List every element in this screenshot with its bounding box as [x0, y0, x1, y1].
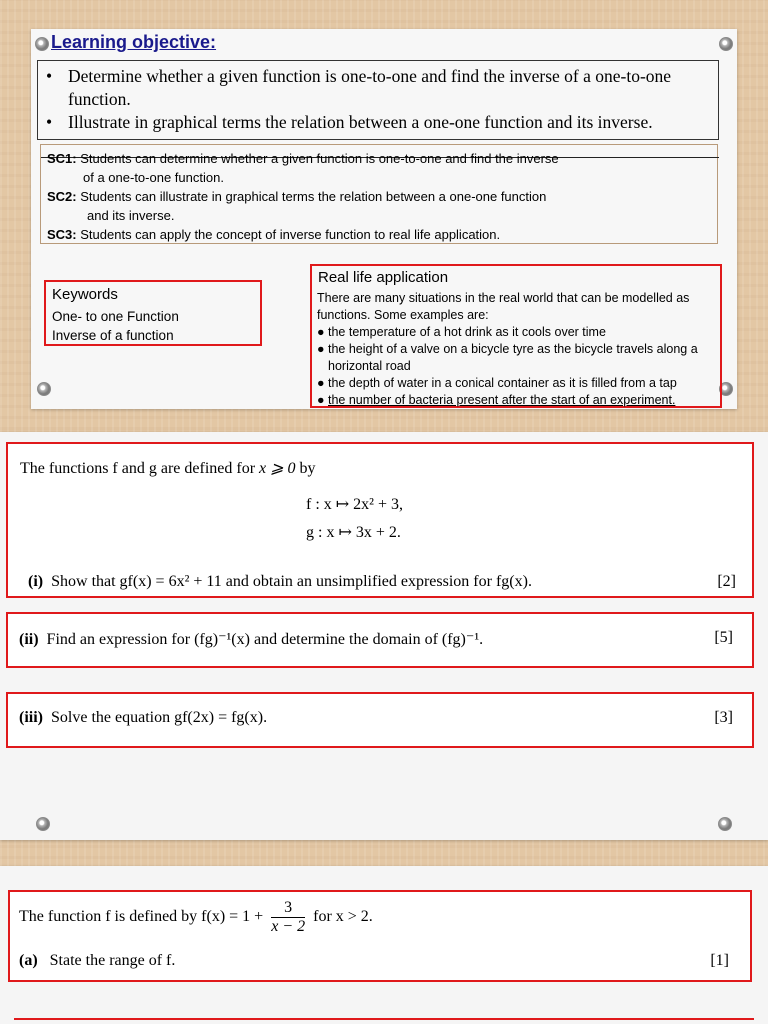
keywords-title: Keywords [52, 286, 118, 303]
question-text: Find an expression for (fg)⁻¹(x) and determine the domain of (fg)⁻¹. [46, 631, 484, 648]
question-part-iii-box [6, 692, 754, 748]
question-part-i-box [6, 442, 754, 598]
real-life-item: the temperature of a hot drink as it cools over time [328, 325, 606, 339]
next-question-box-edge [14, 1018, 754, 1020]
criteria-text: Students can illustrate in graphical terms the relation between a one-one function [76, 189, 547, 204]
f-definition: f : x ↦ 2x² + 3, [306, 496, 403, 513]
g-definition: g : x ↦ 3x + 2. [306, 524, 401, 541]
question-label: (ii) [19, 631, 39, 648]
question-marks: [2] [717, 573, 736, 590]
question-label: (i) [28, 573, 44, 590]
fraction [271, 899, 305, 936]
fraction-numerator: 3 [271, 899, 305, 918]
question-label: (iii) [19, 709, 43, 726]
question-intro-suffix: by [295, 460, 316, 477]
question-part-ii-box [6, 612, 754, 668]
success-criteria-box [40, 144, 718, 244]
question-marks: [1] [710, 952, 729, 969]
question-text: Show that gf(x) = 6x² + 11 and obtain an unsimplified expression for fg(x). [51, 573, 532, 590]
criteria-code: SC2: [47, 189, 77, 204]
question-text: Solve the equation gf(2x) = fg(x). [51, 709, 268, 726]
slide-learning-objective [31, 29, 737, 409]
objectives-box: • Determine whether a given function is one-to-one and find the inverse of a one-to-one function. • Illustrate in graphical terms the relation between a one-one function and its inverse. [37, 60, 719, 140]
real-life-item: the number of bacteria present after the start of an experiment. [328, 393, 676, 407]
question-intro: The function f is defined by f(x) = 1 + [19, 908, 264, 926]
pin-icon [719, 37, 733, 51]
question-domain: x ⩾ 0 [259, 460, 296, 477]
real-life-item: the depth of water in a conical container as it is filled from a tap [328, 376, 677, 390]
criteria-code: SC1: [47, 151, 77, 166]
question-label: (a) [19, 952, 38, 969]
real-life-item: the height of a valve on a bicycle tyre as the bicycle travels along a horizontal road [328, 342, 698, 373]
pin-icon [35, 37, 49, 51]
slide-range-question [0, 866, 768, 1024]
real-life-title: Real life application [318, 269, 449, 286]
keyword-item: Inverse of a function [52, 328, 174, 343]
pin-icon [718, 817, 732, 831]
real-life-box: Real life application There are many situations in the real world that can be modelled as functions. Some examples are: ● the temperature of a hot drink as it cools over time ● the height of a valve on a bicycle tyre as the bicycle travels along a horizontal road ● the depth of water in a conical container as it is filled from a tap ● the number of bacteria present after the start of an experiment. [310, 264, 722, 408]
real-life-intro: There are many situations in the real world that can be modelled as functions. Some examples are: [317, 291, 690, 322]
objective-item: Determine whether a given function is one-to-one and find the inverse of a one-to-one function. [68, 66, 672, 109]
question-domain: for x > 2. [313, 908, 373, 926]
question-marks: [3] [714, 709, 733, 726]
keyword-item: One- to one Function [52, 309, 179, 324]
criteria-code: SC3: [47, 227, 77, 242]
question-text: State the range of f. [49, 952, 176, 969]
criteria-text: Students can determine whether a given function is one-to-one and find the inverse [80, 151, 559, 166]
keywords-box [44, 280, 262, 346]
question-marks: [5] [714, 629, 733, 646]
fraction-denominator: x − 2 [271, 918, 306, 935]
criteria-text: Students can apply the concept of inverse function to real life application. [80, 227, 501, 242]
question-part-a-box [8, 890, 752, 982]
page-title: Learning objective: [51, 32, 217, 52]
pin-icon [36, 817, 50, 831]
question-intro: The functions f and g are defined for [20, 460, 260, 477]
criteria-text: and its inverse. [87, 208, 175, 223]
pin-icon [37, 382, 51, 396]
objective-item: Illustrate in graphical terms the relation between a one-one function and its inverse. [68, 112, 653, 132]
criteria-text: of a one-to-one function. [83, 170, 224, 185]
slide-functions-question [0, 432, 768, 840]
